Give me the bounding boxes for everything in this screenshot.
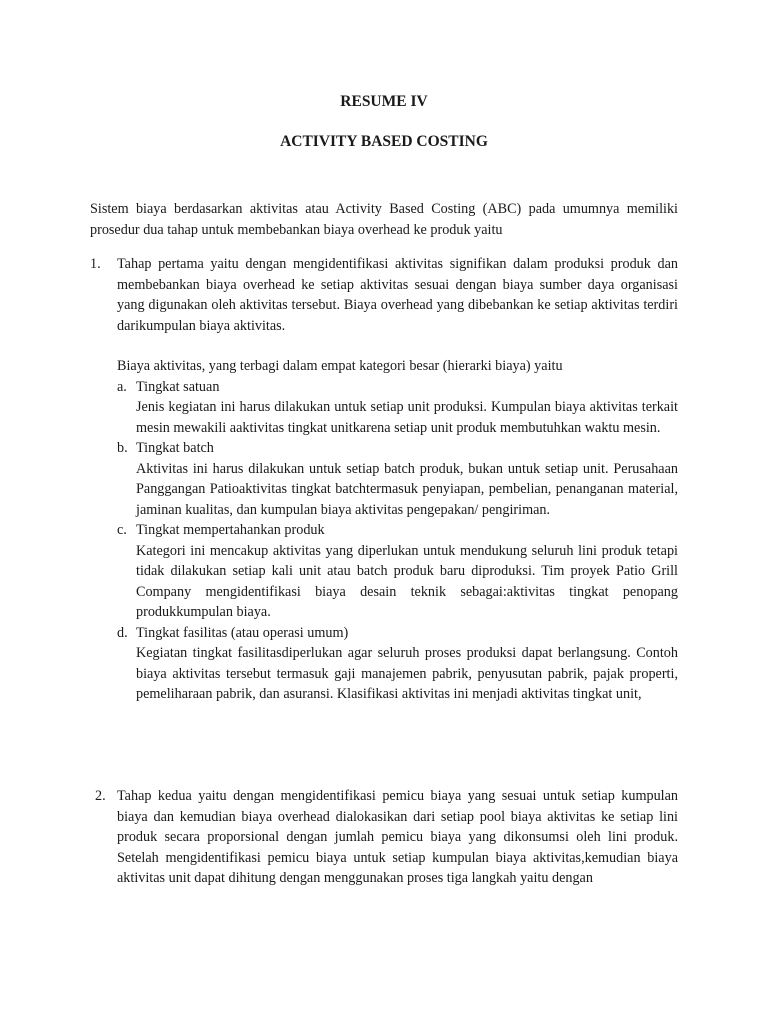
document-title: RESUME IV xyxy=(340,93,428,110)
sub-title: Tingkat fasilitas (atau operasi umum) xyxy=(136,624,349,641)
list-item-2 xyxy=(90,786,678,889)
sub-intro-text: Biaya aktivitas, yang terbagi dalam empat kategori besar (hierarki biaya) yaitu xyxy=(117,358,563,374)
sub-item-d xyxy=(117,623,678,705)
sub-item-a xyxy=(117,377,678,439)
sub-letter: d. xyxy=(117,624,128,641)
sub-item-c xyxy=(117,520,678,623)
sub-item-b xyxy=(117,438,678,520)
sub-list xyxy=(117,377,678,705)
sub-title: Tingkat satuan xyxy=(136,378,220,395)
sub-letter: b. xyxy=(117,440,128,456)
sub-description: Aktivitas ini harus dilakukan untuk setiap batch produk, bukan untuk setiap unit. Perusahaan Panggangan Patioaktivitas tingkat batchtermasuk penyiapan, pembelian, penanganan material, jaminan kualitas, dan kumpulan biaya aktivitas pengepakan/ pengiriman. xyxy=(136,460,678,518)
list-number: 2. xyxy=(95,788,106,804)
sub-title: Tingkat mempertahankan produk xyxy=(136,522,325,538)
sub-description: Jenis kegiatan ini harus dilakukan untuk setiap unit produksi. Kumpulan biaya aktivitas terkait mesin mewakili aaktivitas tingkat unitkarena setiap unit produk membutuhkan waktu mesin. xyxy=(136,399,678,436)
list-item-text: Tahap pertama yaitu dengan mengidentifikasi aktivitas signifikan dalam produksi produk dan membebankan biaya overhead ke setiap aktivitas sesuai dengan biaya sumber daya organisasi yang digunakan oleh aktivitas tersebut. Biaya overhead yang dibebankan ke setiap aktivitas terdiri darikumpulan biaya aktivitas. xyxy=(117,256,678,334)
list-item-1 xyxy=(90,254,678,705)
sub-letter: c. xyxy=(117,522,127,538)
intro-paragraph: Sistem biaya berdasarkan aktivitas atau Activity Based Costing (ABC) pada umumnya memiliki prosedur dua tahap untuk membebankan biaya overhead ke produk yaitu xyxy=(90,201,678,238)
sub-letter: a. xyxy=(117,378,127,395)
list-item-text: Tahap kedua yaitu dengan mengidentifikasi pemicu biaya yang sesuai untuk setiap kumpulan biaya dan kemudian biaya overhead dialokasikan dari setiap pool biaya aktivitas ke setiap lini produk secara proporsional dengan jumlah pemicu biaya yang dikonsumsi oleh lini produk. Setelah mengidentifikasi pemicu biaya untuk setiap kumpulan biaya aktivitas,kemudian biaya aktivitas unit dapat dihitung dengan menggunakan proses tiga langkah yaitu dengan xyxy=(117,788,678,886)
document-subtitle: ACTIVITY BASED COSTING xyxy=(280,133,488,150)
sub-description: Kegiatan tingkat fasilitasdiperlukan agar seluruh proses produksi dapat berlangsung. Contoh biaya aktivitas tersebut termasuk gaji manajemen pabrik, penyusutan pabrik, pajak properti, pemeliharaan pabrik, dan asuransi. Klasifikasi aktivitas ini menjadi aktivitas tingkat unit, xyxy=(136,645,678,702)
sub-description: Kategori ini mencakup aktivitas yang diperlukan untuk mendukung seluruh lini produk tetapi tidak dilakukan setiap kali unit atau batch produk baru diproduksi. Tim proyek Patio Grill Company mengidentifikasi biaya desain teknik sebagai:aktivitas tingkat penopang produkkumpulan biaya. xyxy=(136,542,678,620)
sub-title: Tingkat batch xyxy=(136,440,214,456)
list-number: 1. xyxy=(90,256,101,272)
